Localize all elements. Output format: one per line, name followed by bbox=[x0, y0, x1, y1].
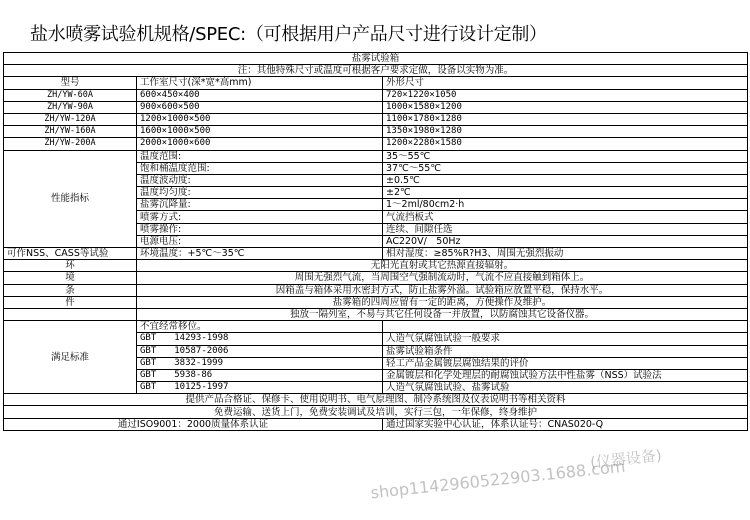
model-row bbox=[4, 126, 748, 138]
perf-value: 1～2ml/80cm2·h bbox=[383, 199, 748, 211]
footer-row bbox=[4, 394, 748, 406]
model-name: ZH/YW-60A bbox=[4, 89, 137, 101]
env-label-char: 境 bbox=[4, 272, 137, 284]
standard-code: GBT 10125-1997 bbox=[137, 382, 383, 394]
env-humidity: 相对湿度：≥85%R?H3、周围无强烈振动 bbox=[383, 248, 748, 260]
standard-name: 轻工产品金属镀层腐蚀结果的评价 bbox=[383, 357, 748, 369]
perf-label: 性能指标 bbox=[4, 150, 137, 248]
env-line: 因箱盖与箱体采用水密封方式，防止盐雾外溢。试验箱应放置平稳，保持水平。 bbox=[137, 284, 748, 296]
perf-key: 饱和桶温度范围: bbox=[137, 162, 383, 174]
env-label-char: 条 bbox=[4, 284, 137, 296]
perf-row bbox=[4, 150, 748, 162]
shop-watermark-suffix: (仪器设备) bbox=[589, 446, 663, 472]
model-outer-size: 1200×2280×1580 bbox=[383, 138, 748, 150]
model-inner-size: 600×450×400 bbox=[137, 89, 383, 101]
standard-code: GBT 10587-2006 bbox=[137, 345, 383, 357]
standard-code: GBT 3832-1999 bbox=[137, 357, 383, 369]
model-name: ZH/YW-160A bbox=[4, 126, 137, 138]
perf-value: 37℃～55℃ bbox=[383, 162, 748, 174]
model-inner-size: 2000×1000×600 bbox=[137, 138, 383, 150]
perf-key: 喷雾方式: bbox=[137, 211, 383, 223]
spec-table bbox=[3, 52, 748, 431]
no-move-row bbox=[4, 321, 748, 333]
shop-watermark: shop1142960522903.1688.com bbox=[369, 456, 627, 503]
perf-value: 连续、间隙任选 bbox=[383, 223, 748, 235]
perf-value: ±0.5℃ bbox=[383, 174, 748, 186]
column-header-row bbox=[4, 77, 748, 89]
model-inner-size: 1600×1000×500 bbox=[137, 126, 383, 138]
perf-key: 温度均匀度: bbox=[137, 187, 383, 199]
env-label-char bbox=[4, 308, 137, 320]
model-name: ZH/YW-200A bbox=[4, 138, 137, 150]
model-row bbox=[4, 138, 748, 150]
model-row bbox=[4, 89, 748, 101]
standard-code: GBT 14293-1998 bbox=[137, 333, 383, 345]
standard-name: 盐雾试验箱条件 bbox=[383, 345, 748, 357]
empty-cell bbox=[383, 321, 748, 333]
standard-name: 人造气氛腐蚀试验一般要求 bbox=[383, 333, 748, 345]
standard-name: 人造气氛腐蚀试验、盐雾试验 bbox=[383, 382, 748, 394]
standard-name: 金属镀层和化学处理层的耐腐蚀试验方法中性盐雾（NSS）试验法 bbox=[383, 369, 748, 381]
model-outer-size: 1100×1780×1280 bbox=[383, 113, 748, 125]
env-row bbox=[4, 296, 748, 308]
model-outer-size: 720×1220×1050 bbox=[383, 89, 748, 101]
env-row bbox=[4, 260, 748, 272]
model-inner-size: 900×600×500 bbox=[137, 101, 383, 113]
perf-key: 喷雾操作: bbox=[137, 223, 383, 235]
perf-value: ±2℃ bbox=[383, 187, 748, 199]
table-header-row bbox=[4, 53, 748, 65]
env-line: 周围无强烈气流，当周围空气强制流动时，气流不应直接触到箱体上。 bbox=[137, 272, 748, 284]
env-temp: 环境温度：+5℃～35℃ bbox=[137, 248, 383, 260]
env-row bbox=[4, 284, 748, 296]
col-model: 型号 bbox=[4, 77, 137, 89]
perf-key: 电源电压: bbox=[137, 235, 383, 247]
model-name: ZH/YW-90A bbox=[4, 101, 137, 113]
env-line: 独放一隔列室，不易与其它任何设备一并放置，以防腐蚀其它设备仪器。 bbox=[137, 308, 748, 320]
footer-service: 免费运输、送货上门，免费安装调试及培训，实行三包，一年保修，终身维护 bbox=[4, 406, 748, 418]
std-label: 满足标准 bbox=[4, 321, 137, 394]
model-name: ZH/YW-120A bbox=[4, 113, 137, 125]
env-row bbox=[4, 272, 748, 284]
env-label-char: 环 bbox=[4, 260, 137, 272]
note-row bbox=[4, 65, 748, 77]
perf-key: 温度波动度: bbox=[137, 174, 383, 186]
footer-row bbox=[4, 418, 748, 430]
model-inner-size: 1200×1000×500 bbox=[137, 113, 383, 125]
nss-label: 可作NSS、CASS等试验 bbox=[4, 248, 137, 260]
standard-code: GBT 5938-86 bbox=[137, 369, 383, 381]
footer-cnas: 通过国家实验中心认证，体系认证号：CNAS020-Q bbox=[383, 418, 748, 430]
perf-key: 盐雾沉降量: bbox=[137, 199, 383, 211]
perf-value: 气流挡板式 bbox=[383, 211, 748, 223]
model-row bbox=[4, 101, 748, 113]
model-outer-size: 1350×1980×1280 bbox=[383, 126, 748, 138]
col-inner: 工作室尺寸(深*宽*高mm) bbox=[137, 77, 383, 89]
env-line: 盐雾箱的四周应留有一定的距离，方便操作及维护。 bbox=[137, 296, 748, 308]
env-temp-row bbox=[4, 248, 748, 260]
footer-iso: 通过ISO9001：2000质量体系认证 bbox=[4, 418, 383, 430]
env-label-char: 件 bbox=[4, 296, 137, 308]
model-row bbox=[4, 113, 748, 125]
model-outer-size: 1000×1580×1200 bbox=[383, 101, 748, 113]
page-title: 盐水喷雾试验机规格/SPEC:（可根据用户产品尺寸进行设计定制） bbox=[30, 24, 547, 45]
col-outer: 外形尺寸 bbox=[383, 77, 748, 89]
perf-value: 35～55℃ bbox=[383, 150, 748, 162]
footer-docs: 提供产品合格证、保修卡、使用说明书、电气原理图、制冷系统图及仪表说明书等相关资料 bbox=[4, 394, 748, 406]
perf-key: 温度范围: bbox=[137, 150, 383, 162]
env-row bbox=[4, 308, 748, 320]
table-header: 盐雾试验箱 bbox=[4, 53, 748, 65]
perf-value: AC220V/ 50Hz bbox=[383, 235, 748, 247]
env-line: 无阳光直射或其它热源直接辐射。 bbox=[137, 260, 748, 272]
no-move: 不宜经常移位。 bbox=[137, 321, 383, 333]
footer-row bbox=[4, 406, 748, 418]
table-note: 注：其他特殊尺寸或温度可根据客户要求定做，设备以实物为准。 bbox=[4, 65, 748, 77]
